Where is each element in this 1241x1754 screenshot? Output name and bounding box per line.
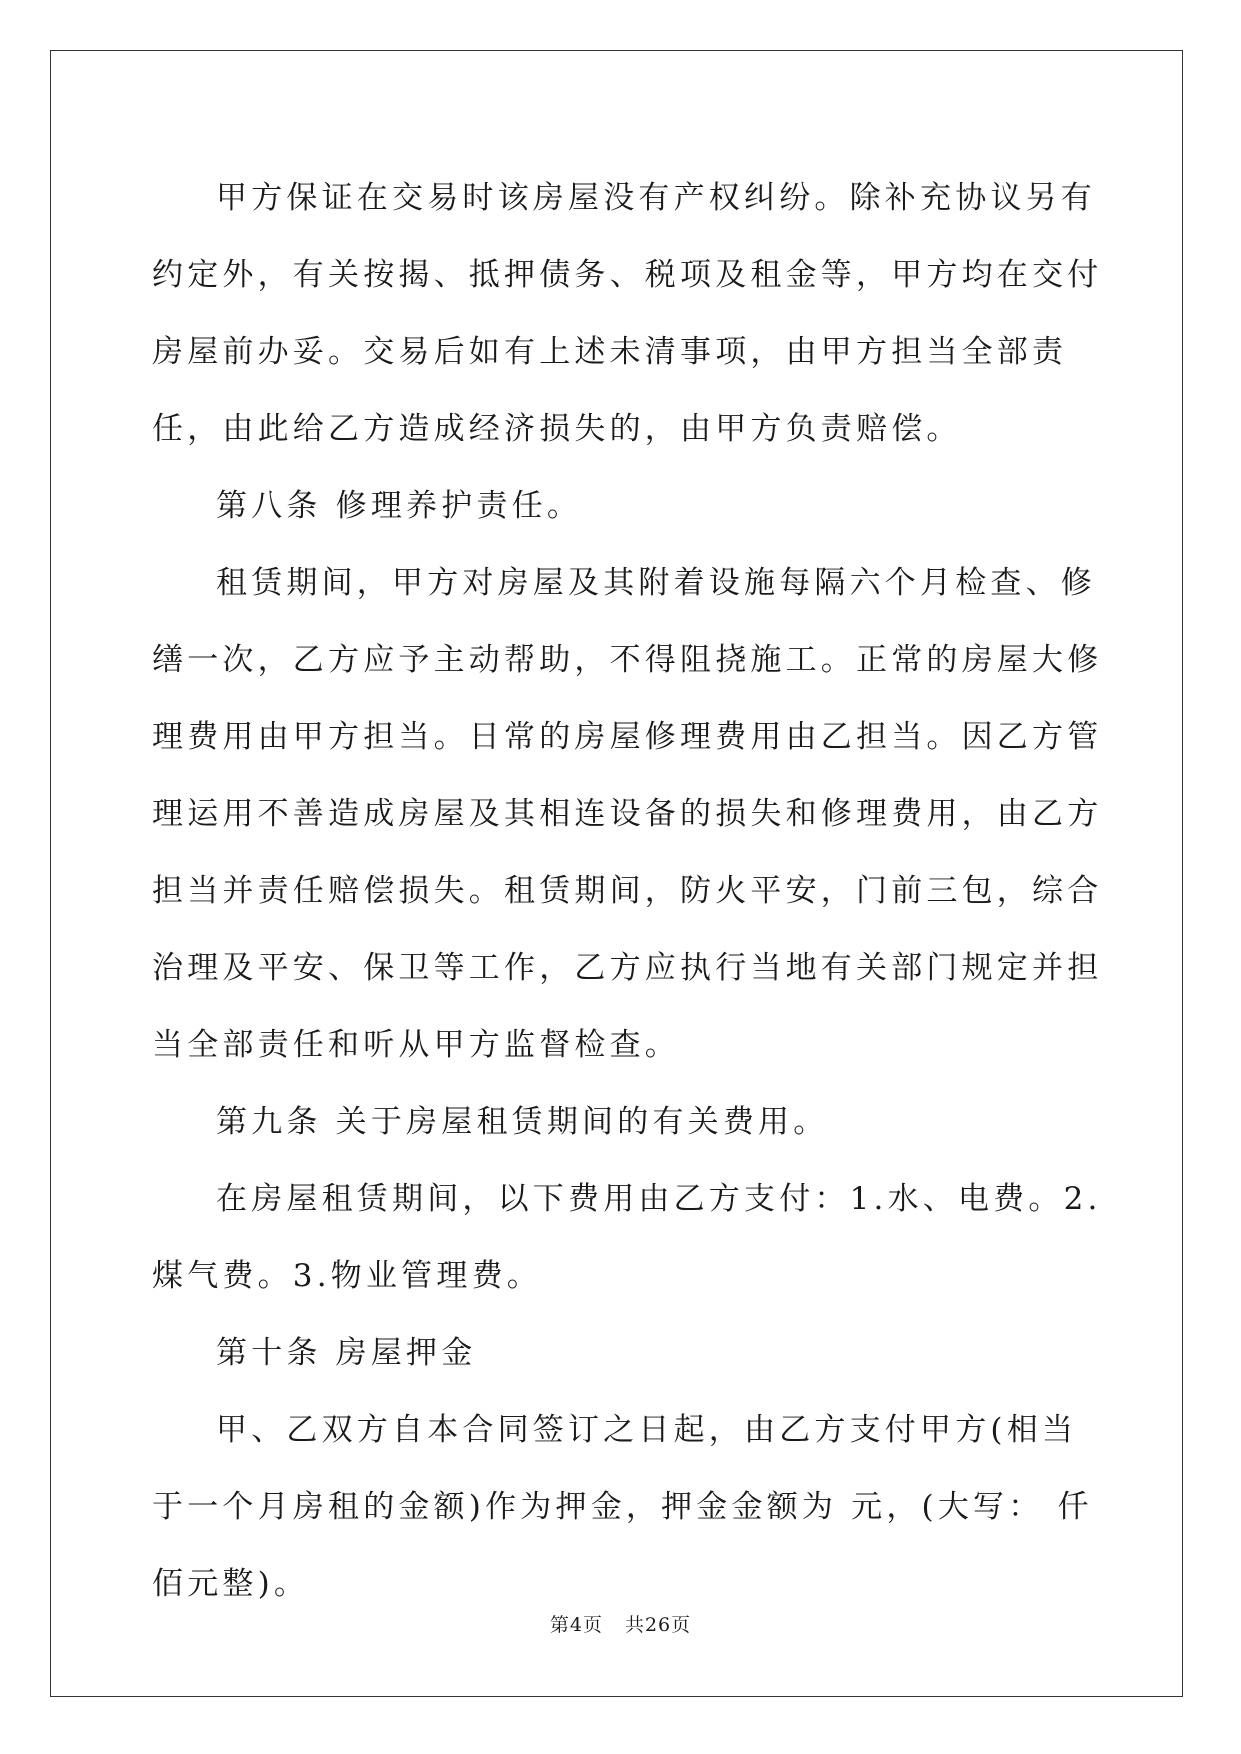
paragraph-fees: 在房屋租赁期间，以下费用由乙方支付：1.水、电费。2.煤气费。3.物业管理费。 xyxy=(152,1181,1102,1294)
document-body xyxy=(152,160,1112,1623)
article-10-heading: 第十条 房屋押金 xyxy=(216,1335,477,1371)
paragraph-repair: 租赁期间，甲方对房屋及其附着设施每隔六个月检查、修缮一次，乙方应予主动帮助，不得阻挠施工。正常的房屋大修理费用由甲方担当。日常的房屋修理费用由乙担当。因乙方管理运用不善造成房屋及其相连设备的损失和修理费用，由乙方担当并责任赔偿损失。租赁期间，防火平安，门前三包，综合治理及平安、保卫等工作，乙方应执行当地有关部门规定并担当全部责任和听从甲方监督检查。 xyxy=(152,565,1103,1063)
page-number: 第4页 xyxy=(549,1614,603,1636)
article-9-heading: 第九条 关于房屋租赁期间的有关费用。 xyxy=(216,1104,829,1140)
page-footer xyxy=(0,1610,1241,1637)
paragraph-deposit: 甲、乙双方自本合同签订之日起，由乙方支付甲方(相当于一个月房租的金额)作为押金，押金金额为 元，(大写： 仟 佰元整)。 xyxy=(152,1412,1093,1602)
article-8-heading: 第八条 修理养护责任。 xyxy=(216,488,583,524)
page-total: 共26页 xyxy=(624,1614,692,1636)
paragraph-guarantee: 甲方保证在交易时该房屋没有产权纠纷。除补充协议另有约定外，有关按揭、抵押债务、税项及租金等，甲方均在交付房屋前办妥。交易后如有上述未清事项，由甲方担当全部责任，由此给乙方造成经济损失的，由甲方负责赔偿。 xyxy=(152,180,1103,447)
